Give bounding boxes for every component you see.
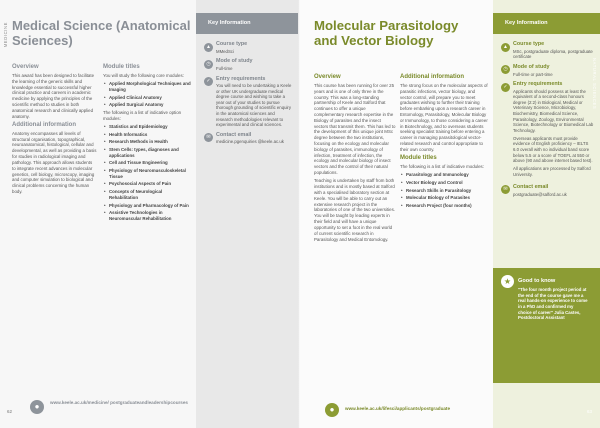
right-key-information-heading: Key Information — [493, 13, 600, 34]
contact-email-link[interactable]: medicine.pgenquiries @keele.ac.uk — [216, 139, 284, 145]
left-overview-heading: Overview — [12, 64, 39, 70]
globe-icon: ● — [30, 400, 44, 414]
envelope-icon: ✉ — [501, 185, 510, 194]
left-additional-heading: Additional information — [12, 121, 76, 128]
left-module-heading: Module titles — [103, 64, 140, 70]
left-footer-url[interactable]: www.keele.ac.uk/medicine/ postgraduateandleadershipcourses — [50, 400, 188, 405]
list-item: • Statistics and Epidemiology — [103, 124, 191, 130]
list-item: • Vector Biology and Control — [400, 180, 488, 186]
right-column-1 — [314, 72, 396, 245]
left-side-label: MEDICINE — [3, 22, 8, 48]
right-overview-text-2: Teaching is undertaken by staff from both institutions and is mostly based at Salford with a specialised laboratory section at Keele. You will be able to carry out an extensive research project in the laboratories of one of the two universities. You will be taught by leading experts in their field and will have a unique opportunity to set a foot in the real world of current scientific research in Parasitology and Medical Entomology. — [314, 178, 396, 242]
student-quote: "The four month project period at the end of the course gave me a real hands-on experience to come in a PhD and confirmed my choice of career" Julia Castes, Postdoctoral Assistant — [518, 287, 588, 321]
good-to-know-heading: Good to know — [518, 278, 556, 284]
globe-icon: ● — [325, 403, 339, 417]
right-footer-url[interactable]: www.keele.ac.uk/lifesci/applicants/postgraduate — [345, 406, 451, 411]
right-module-heading: Module titles — [400, 155, 437, 162]
left-core-module-list — [103, 81, 191, 108]
right-additional-text: The strong focus on the molecular aspects of parasitic infections, vector biology, and vector control, will prepare you to meet graduates wishing to further their training before embarking upon a research career in Entomology, Parasitology, Molecular Biology or Immunology, to those considering a career in Biotechnology, and to overseas students seeking specialist training before entering a career in managing parasitological vector-related research and control appropriate to their own country. — [400, 82, 488, 152]
right-module-intro: The following is a list of indicative modules: — [400, 164, 484, 170]
right-column-2 — [400, 72, 488, 210]
left-page-number: 62 — [7, 409, 13, 414]
envelope-icon: ✉ — [204, 133, 213, 142]
left-column-2 — [103, 62, 191, 224]
right-page — [300, 0, 600, 428]
mortarboard-icon: ▲ — [204, 43, 213, 52]
left-column-1 — [12, 62, 97, 197]
mode-value: Full-time or part-time — [513, 71, 553, 77]
left-key-information-box — [196, 0, 298, 428]
entry-label: Entry requirements — [513, 81, 563, 88]
entry-label: Entry requirements — [216, 75, 266, 82]
list-item: • Cell and Tissue Engineering — [103, 160, 191, 166]
list-item: • Research Skills in Parasitology — [400, 188, 488, 194]
entry-value-paragraph: Overseas applicants must provide evidence of English proficiency – IELTS 6.0 overall with no individual band score below 5.5 or a score of TOEFL at 550 or above (90 and above internet based test). — [513, 135, 593, 164]
left-mode-of-study — [204, 59, 292, 71]
clock-icon: ◷ — [501, 65, 510, 74]
left-entry-requirements — [204, 77, 292, 128]
contact-label: Contact email — [513, 183, 549, 190]
list-item: • Assistive Technologies in Neuromuscular Rehabilitation — [103, 210, 191, 222]
right-page-number: 63 — [586, 409, 592, 414]
mode-value: Full-time — [216, 65, 233, 71]
checklist-icon: ✓ — [204, 77, 213, 86]
contact-email-link[interactable]: postgraduate@salford.ac.uk — [513, 191, 567, 197]
contact-label: Contact email — [216, 131, 252, 138]
right-course-type — [501, 42, 594, 60]
list-item: • Concepts of Neurological Rehabilitation — [103, 189, 191, 201]
left-course-type — [204, 42, 292, 54]
list-item: • Applied Morphological Techniques and Imaging — [103, 81, 191, 93]
good-to-know-box — [493, 268, 600, 383]
clock-icon: ◷ — [204, 60, 213, 69]
star-icon: ★ — [501, 275, 514, 288]
left-optional-intro: The following is a list of indicative option modules: — [103, 110, 182, 121]
list-item: • Research Project (four months) — [400, 203, 488, 209]
left-contact-email — [204, 133, 292, 145]
left-overview-text: This award has been designed to facilitate the learning of the generic skills and knowledge essential to successful higher clinical practice and careers in academic medicine by applying the principles of the scientific method to studies in both anatomical research and clinically applied anatomy. — [12, 72, 95, 119]
entry-value: You will need to be undertaking a Keele or other UK undergraduate medical degree course and wishing to take a year out of your studies to pursue thorough grounding of scientific enquiry in the anatomical sciences and research methodologies relevant to experimental and clinical sciences. — [216, 83, 292, 128]
left-module-intro: You will study the following core modules: — [103, 72, 184, 78]
left-page-title: Medical Science (Anatomical Sciences) — [12, 18, 191, 48]
course-type-value: MSc, postgraduate diploma, postgraduate certificate — [513, 48, 593, 60]
right-mode-of-study — [501, 65, 594, 77]
left-additional-text: Anatomy encompasses all levels of structural organisation, topographical, neuroanatomical, histological, cellular and developmental, as well as providing a basis for studies in radiological imaging and pathology. This approach allows students to integrate recent advances in molecular genetics, cell biology, microscopy, imaging and computer simulation to biological and clinical problems concerning the human body. — [12, 130, 97, 194]
course-type-label: Course type — [216, 41, 248, 47]
course-type-value: MMedSci — [216, 48, 234, 54]
list-item: • Molecular Biology of Parasites — [400, 195, 488, 201]
right-additional-heading: Additional information — [400, 74, 464, 80]
entry-value-paragraph: All applications are processed by Salford University. — [513, 166, 591, 177]
right-overview-text-1: This course has been running for over 25 years and is one of only three in the country. This was a long-standing partnership of Keele and Salford that continues to offer a unique complementary research expertise in the Biology of parasites and the insect vectors that transmit them. This has led to the development of this unique joint MSc degree between the two institutions, focusing on the ecology and molecular biology of parasites, immunology of infection, treatment of infection, the ecology and molecular biology of insect vectors and the control of their natural populations. — [314, 82, 396, 176]
list-item: • Physiology and Pharmacology of Pain — [103, 203, 191, 209]
right-entry-requirements — [501, 82, 594, 180]
course-type-label: Course type — [513, 41, 545, 47]
list-item: • Research Methods in Health — [103, 139, 191, 145]
list-item: • Health Informatics — [103, 132, 191, 138]
right-module-list — [400, 172, 488, 208]
mode-label: Mode of study — [216, 58, 253, 65]
left-key-information-heading: Key Information — [196, 13, 298, 34]
entry-value — [513, 89, 594, 178]
right-side-label: NATURAL SCIENCES — [592, 58, 597, 110]
list-item: • Psychosocial Aspects of Pain — [103, 181, 191, 187]
list-item: • Physiology of Neuromusculoskeletal Tissue — [103, 168, 191, 180]
entry-value-paragraph: Applicants should possess at least the equivalent of a second-class honours degree (2:2) in Biological, Medical or Veterinary Science, Microbiology, Biochemistry, Biomedical Science, Parasitology, Zoology, Environmental Science, Biotechnology or Biomedical Lab Technology. — [513, 88, 594, 133]
right-contact-email — [501, 185, 594, 197]
right-overview-heading: Overview — [314, 74, 341, 80]
checklist-icon: ✓ — [501, 83, 510, 92]
mortarboard-icon: ▲ — [501, 43, 510, 52]
right-page-title: Molecular Parasitology and Vector Biology — [314, 18, 459, 48]
mode-label: Mode of study — [513, 63, 550, 70]
list-item: • Parasitology and Immunology — [400, 172, 488, 178]
left-optional-module-list — [103, 124, 191, 222]
list-item: • Applied Clinical Anatomy — [103, 95, 191, 101]
list-item: • Stem Cells: types, diagnoses and applications — [103, 147, 191, 159]
list-item: • Applied Surgical Anatomy — [103, 102, 191, 108]
